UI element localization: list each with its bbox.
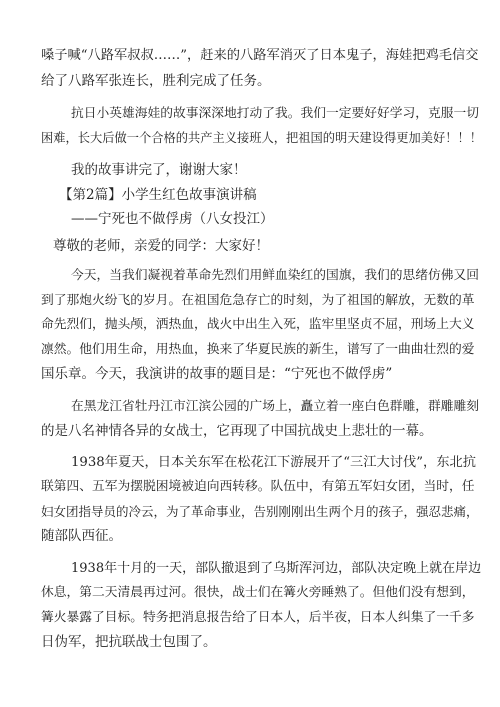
- paragraph-line: 抗日小英雄海娃的故事深深地打动了我。我们一定要好好学习，克服一切: [71, 106, 479, 121]
- paragraph-line: 日伪军，把抗联战士包围了。: [41, 634, 217, 650]
- paragraph-line: 命先烈们，抛头颅，洒热血，战火中出生入死，监牢里坚贞不屈，刑场上大义: [41, 317, 475, 332]
- paragraph-line: 1938年夏天，日本关东军在松花江下游展开了“三江大讨伐”，东北抗: [71, 455, 477, 470]
- greeting-line: 尊敬的老师，亲爱的同学：大家好！: [53, 238, 269, 254]
- paragraph-line: 到了那炮火纷飞的岁月。在祖国危急存亡的时刻，为了祖国的解放，无数的革: [41, 293, 475, 308]
- paragraph-line: 困难，长大后做一个合格的共产主义接班人，把祖国的明天建设得更加美好！！！: [41, 131, 482, 145]
- paragraph-line: 今天，当我们凝视着革命先烈们用鲜血染红的国旗，我们的思绪仿佛又回: [71, 268, 479, 283]
- paragraph-line: 的是八名神情各异的女战士，它再现了中国抗战史上悲壮的一幕。: [41, 423, 433, 439]
- paragraph-line: 凛然。他们用生命，用热血，换来了华夏民族的新生，谱写了一曲曲壮烈的爱: [41, 342, 475, 357]
- paragraph-line: 嗓子喊“八路军叔叔……”，赶来的八路军消灭了日本鬼子，海娃把鸡毛信交: [41, 48, 479, 63]
- paragraph-line: 篝火暴露了目标。特务把消息报告给了日本人，后半夜，日本人纠集了一千多: [41, 610, 475, 625]
- paragraph-line: 休息，第二天清晨再过河。很快，战士们在篝火旁睡熟了。但他们没有想到，: [41, 585, 475, 600]
- paragraph-line: 在黑龙江省牡丹江市江滨公园的广场上，矗立着一座白色群雕，群雕雕刻: [71, 399, 479, 414]
- paragraph-line: 1938年十月的一天，部队撤退到了乌斯浑河边，部队决定晚上就在岸边: [71, 561, 482, 576]
- paragraph-line: 随部队西征。: [41, 528, 122, 544]
- paragraph-line: 我的故事讲完了，谢谢大家！: [71, 162, 247, 178]
- section-subtitle: ——宁死也不做俘虏（八女投江）: [71, 211, 274, 227]
- section-heading: 【第2篇】小学生红色故事演讲稿: [59, 187, 257, 203]
- paragraph-line: 联第四、五军为摆脱困境被迫向西转移。队伍中，有第五军妇女团，当时，任: [41, 479, 475, 494]
- paragraph-line: 国乐章。今天，我演讲的故事的题目是：“宁死也不做俘虏”: [41, 366, 393, 382]
- paragraph-line: 给了八路军张连长，胜利完成了任务。: [41, 73, 271, 89]
- paragraph-line: 妇女团指导员的冷云，为了革命事业，告别刚刚出生两个月的孩子，强忍悲痛，: [41, 504, 479, 519]
